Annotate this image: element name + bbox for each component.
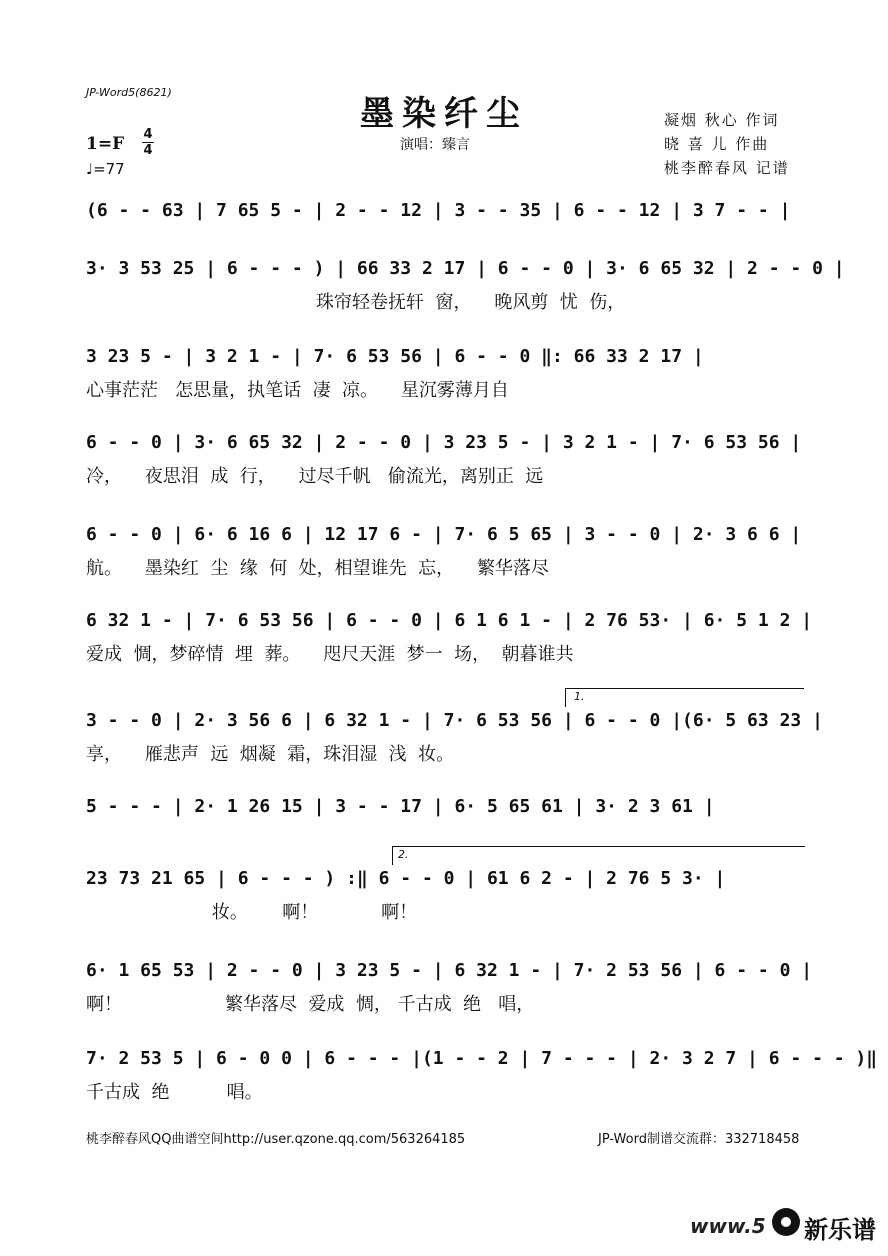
lyric-row-2: 珠帘轻卷抚轩 窗， 晚风剪 忧 伤， [316,292,626,313]
notation-row-8: 5 - - - | 2· 1 26 15 | 3 - - 17 | 6· 5 65 61 | 3· 2 3 61 | [86,796,715,817]
lyric-row-9: 妆。 啊！ 啊！ [86,902,418,923]
lyricist-credit: 凝烟 秋心 作词 [664,111,780,129]
time-signature-top: 4 [143,127,153,142]
lyric-row-4: 冷， 夜思泪 成 行， 过尽千帆 偷流光，离别正 远 [86,466,544,487]
time-signature-bottom: 4 [143,143,153,158]
notation-row-3: 3 23 5 - | 3 2 1 - | 7· 6 53 56 | 6 - - 0 ‖: 66 33 2 17 | [86,346,704,367]
notation-row-11: 7· 2 53 5 | 6 - 0 0 | 6 - - - |(1 - - 2 | 7 - - - | 2· 3 2 7 | 6 - - - )‖ [86,1048,878,1069]
notation-row-1: (6 - - 63 | 7 65 5 - | 2 - - 12 | 3 - - 35 | 6 - - 12 | 3 7 - - | [86,200,791,221]
transcriber-credit: 桃李醉春风 记谱 [664,159,790,177]
credits-block [664,108,790,180]
tempo-marking: ♩=77 [86,160,125,178]
lyric-row-7: 享， 雁悲声 远 烟凝 霜，珠泪湿 浅 妆。 [86,744,455,765]
software-label: JP-Word5(8621) [86,86,172,99]
notation-row-5: 6 - - 0 | 6· 6 16 6 | 12 17 6 - | 7· 6 5 65 | 3 - - 0 | 2· 3 6 6 | [86,524,802,545]
second-ending-bracket [392,846,805,865]
first-ending-label: 1. [574,690,585,703]
time-signature [142,128,154,157]
watermark-url: www.5 [690,1214,766,1238]
footer-group-info: JP-Word制谱交流群：332718458 [598,1132,800,1147]
lyric-row-10: 啊！ 繁华落尽 爱成 惆， 千古成 绝 唱， [86,994,535,1015]
lyric-row-11: 千古成 绝 唱。 [86,1082,263,1103]
notation-row-7: 3 - - 0 | 2· 3 56 6 | 6 32 1 - | 7· 6 53 56 | 6 - - 0 |(6· 5 63 23 | [86,710,823,731]
key-signature: 1=F [86,134,125,154]
page-title: 墨染纤尘 [360,94,528,134]
singer-credit: 演唱：臻言 [400,137,470,153]
footer-qzone-link[interactable]: 桃李醉春风QQ曲谱空间http://user.qzone.qq.com/563264185 [86,1132,466,1147]
first-ending-bracket [565,688,804,707]
lyric-row-6: 爱成 惆，梦碎情 埋 葬。 咫尺天涯 梦一 场， 朝暮谁共 [86,644,574,665]
composer-credit: 晓 喜 儿 作曲 [664,135,770,153]
notation-row-9: 23 73 21 65 | 6 - - - ) :‖ 6 - - 0 | 61 6 2 - | 2 76 5 3· | [86,868,726,889]
notation-row-10: 6· 1 65 53 | 2 - - 0 | 3 23 5 - | 6 32 1 - | 7· 2 53 56 | 6 - - 0 | [86,960,813,981]
notation-row-6: 6 32 1 - | 7· 6 53 56 | 6 - - 0 | 6 1 6 1 - | 2 76 53· | 6· 5 1 2 | [86,610,813,631]
notation-row-4: 6 - - 0 | 3· 6 65 32 | 2 - - 0 | 3 23 5 - | 3 2 1 - | 7· 6 53 56 | [86,432,802,453]
lyric-row-3: 心事茫茫 怎思量，执笔话 凄 凉。 星沉雾薄月自 [86,380,509,401]
second-ending-label: 2. [398,848,409,861]
lyric-row-5: 航。 墨染红 尘 缘 何 处，相望谁先 忘， 繁华落尽 [86,558,549,579]
watermark-brand: 新乐谱 [804,1216,876,1244]
watermark-logo-icon [772,1208,800,1236]
notation-row-2: 3· 3 53 25 | 6 - - - ) | 66 33 2 17 | 6 - - 0 | 3· 6 65 32 | 2 - - 0 | [86,258,845,279]
